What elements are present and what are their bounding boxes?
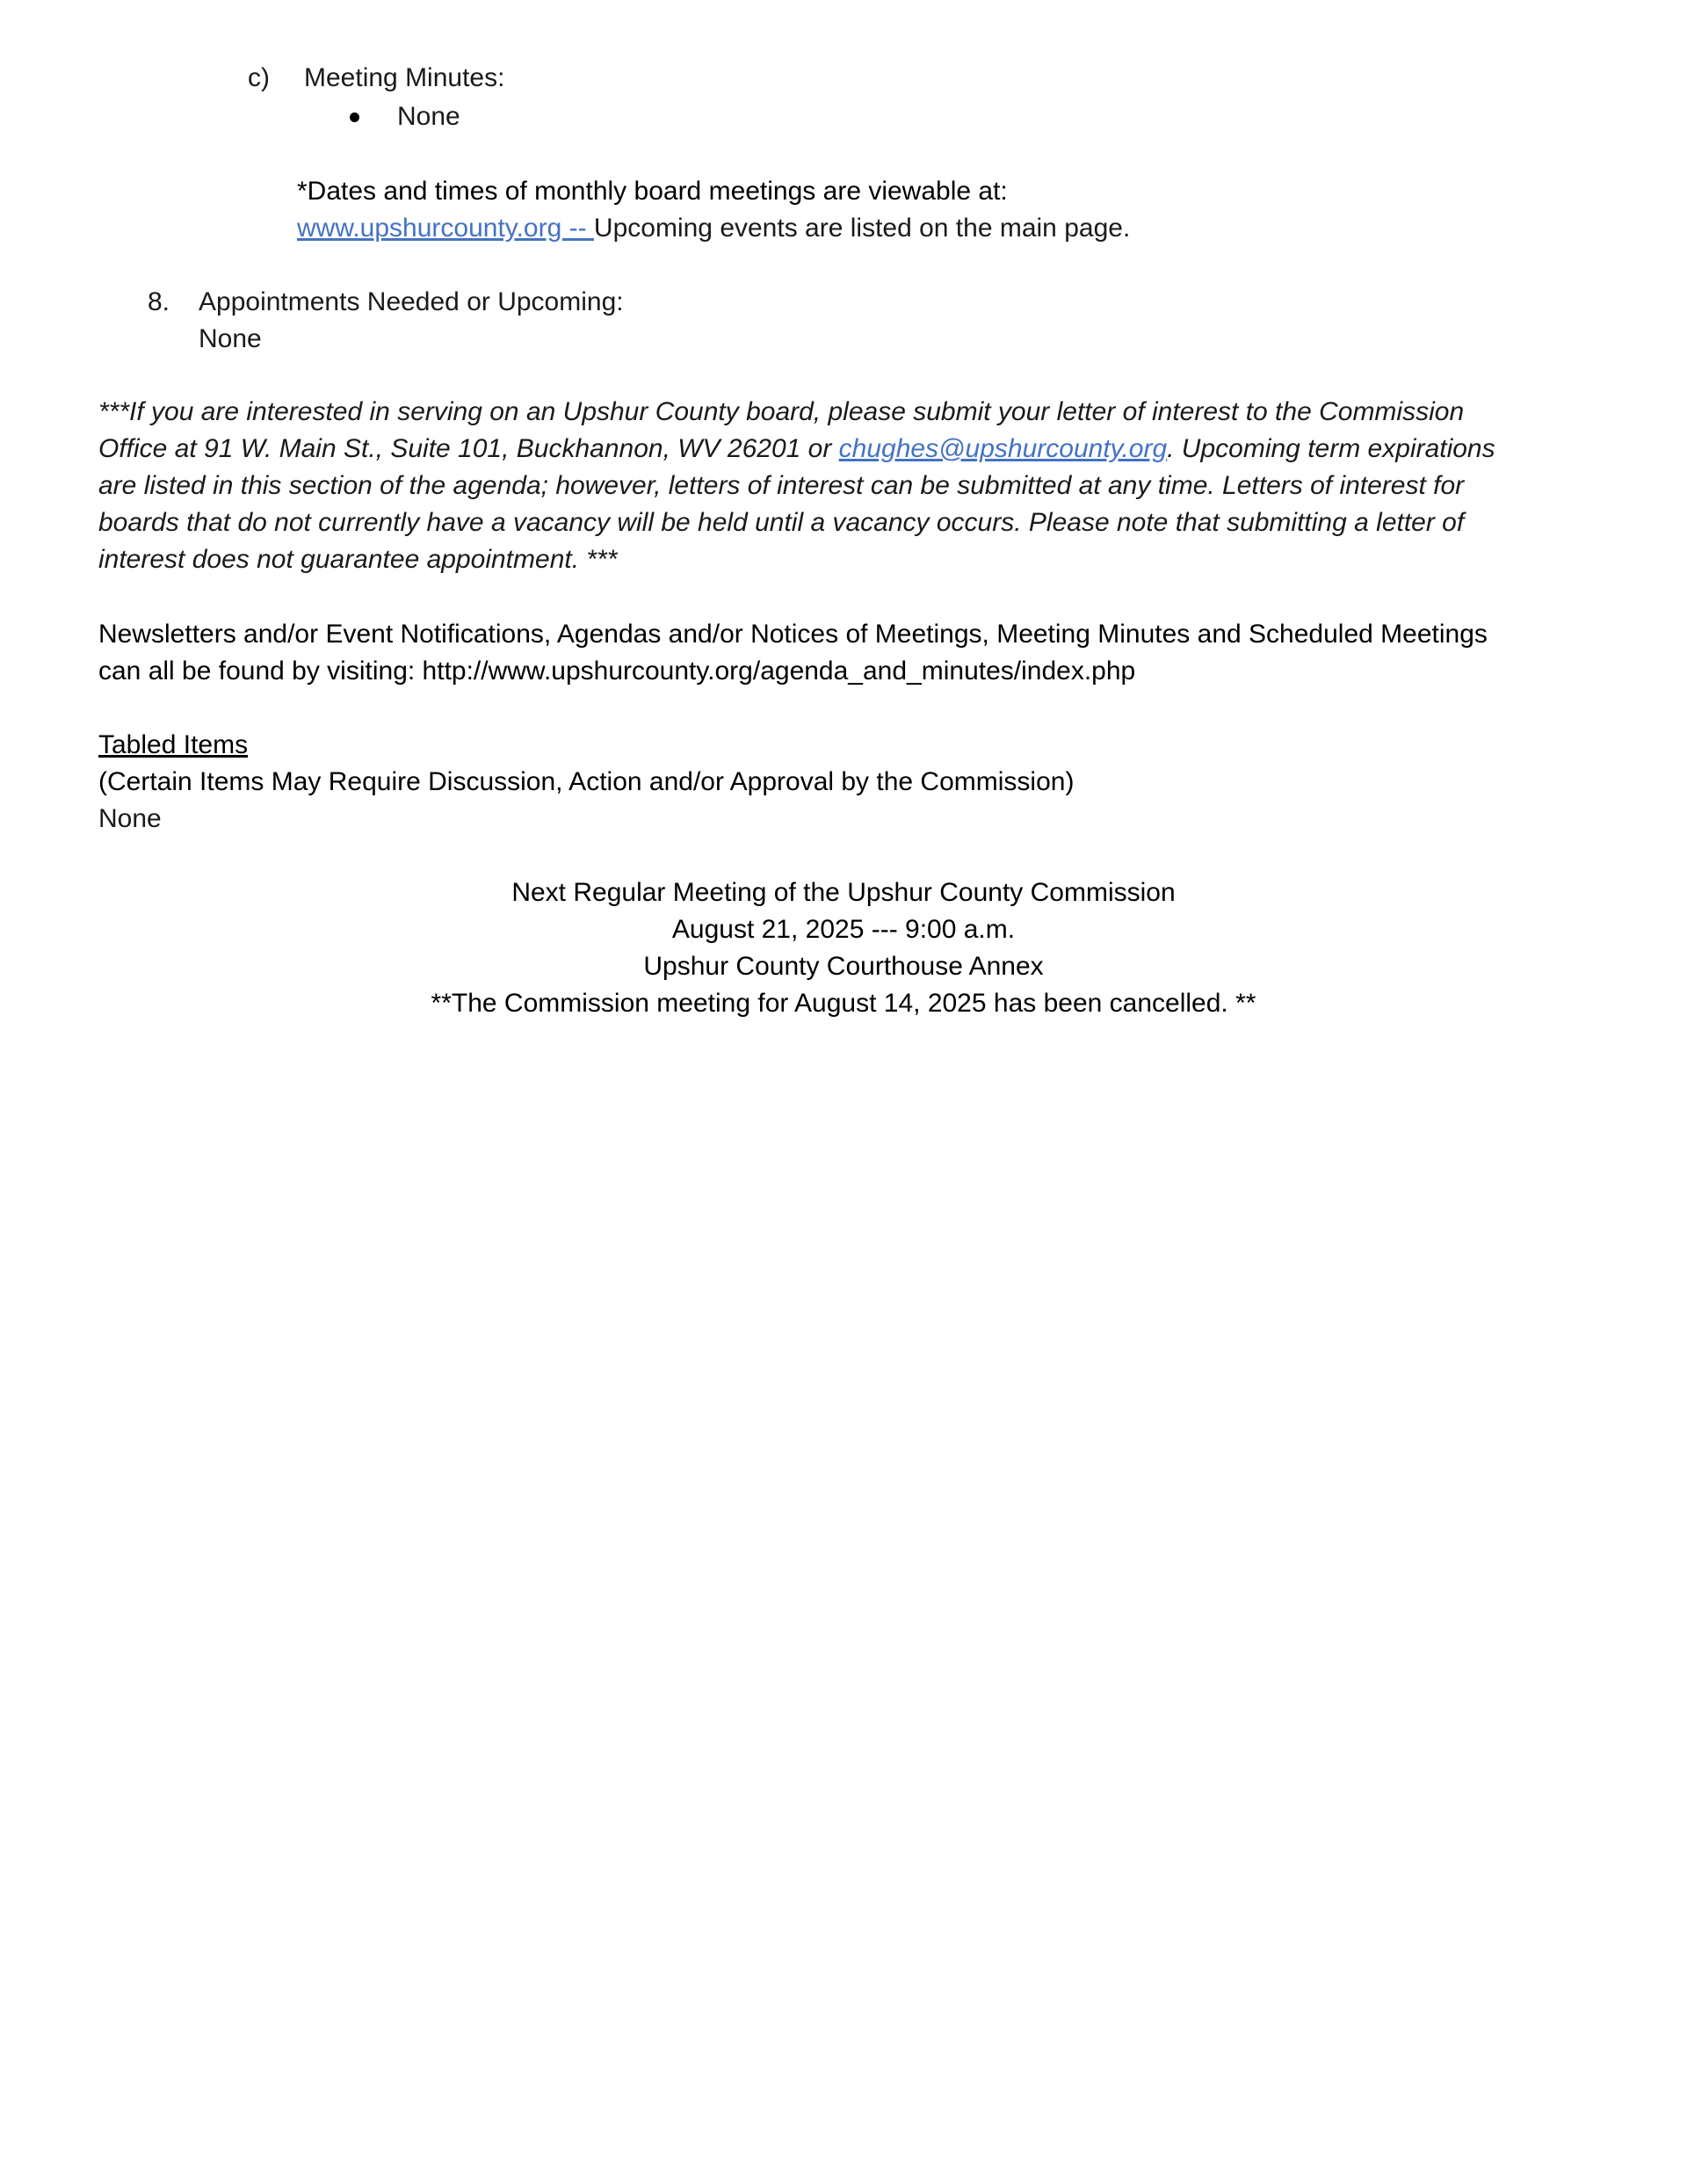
next-meeting-line-4: **The Commission meeting for August 14, 2025 has been cancelled. ** — [431, 989, 1256, 1018]
item-8-value: None — [199, 324, 262, 353]
dates-note-line — [297, 210, 1130, 247]
tabled-items-value: None — [98, 804, 162, 833]
next-meeting-line-1: Next Regular Meeting of the Upshur County Commission — [511, 878, 1176, 907]
dates-note-trailing: Upcoming events are listed on the main page. — [593, 214, 1131, 243]
dates-note-heading: *Dates and times of monthly board meetings are viewable at: — [297, 177, 1008, 206]
bullet-item-text: None — [397, 102, 460, 131]
tabled-items-subheading: (Certain Items May Require Discussion, Action and/or Approval by the Commission) — [98, 767, 1075, 796]
section-c-label: c) — [248, 63, 270, 92]
interest-notice-line-2-before: Office at 91 W. Main St., Suite 101, Buckhannon, WV 26201 or — [98, 434, 839, 463]
tabled-items-heading: Tabled Items — [98, 730, 249, 759]
email-link[interactable]: chughes@upshurcounty.org — [838, 434, 1168, 463]
next-meeting-line-2: August 21, 2025 --- 9:00 a.m. — [671, 915, 1016, 944]
interest-notice-line-4: boards that do not currently have a vacancy will be held until a vacancy occurs. Please note that submitting a letter of — [98, 508, 1465, 537]
upshurcounty-link[interactable]: www.upshurcounty.org -- — [297, 214, 594, 243]
interest-notice-line-2 — [98, 431, 1592, 468]
bullet-icon — [350, 112, 359, 122]
newsletters-line-1: Newsletters and/or Event Notifications, Agendas and/or Notices of Meetings, Meeting Minutes and Scheduled Meetings — [98, 620, 1488, 649]
interest-notice — [98, 394, 1592, 578]
item-8-number: 8. — [148, 287, 170, 316]
next-meeting-line-3: Upshur County Courthouse Annex — [643, 952, 1044, 981]
interest-notice-line-3: are listed in this section of the agenda; however, letters of interest can be submitted at any time. Letters of interest for — [98, 471, 1465, 500]
item-8-title: Appointments Needed or Upcoming: — [199, 287, 624, 316]
newsletters-line-2: can all be found by visiting: http://www.upshurcounty.org/agenda_and_minutes/index.php — [98, 657, 1136, 686]
interest-notice-line-2-after: . Upcoming term expirations — [1167, 434, 1495, 463]
next-meeting-block — [0, 874, 1687, 1022]
interest-notice-line-5: interest does not guarantee appointment. *** — [98, 545, 618, 574]
section-c-title: Meeting Minutes: — [304, 63, 505, 92]
interest-notice-line-1: ***If you are interested in serving on an Upshur County board, please submit your letter of interest to the Commission — [98, 397, 1465, 426]
